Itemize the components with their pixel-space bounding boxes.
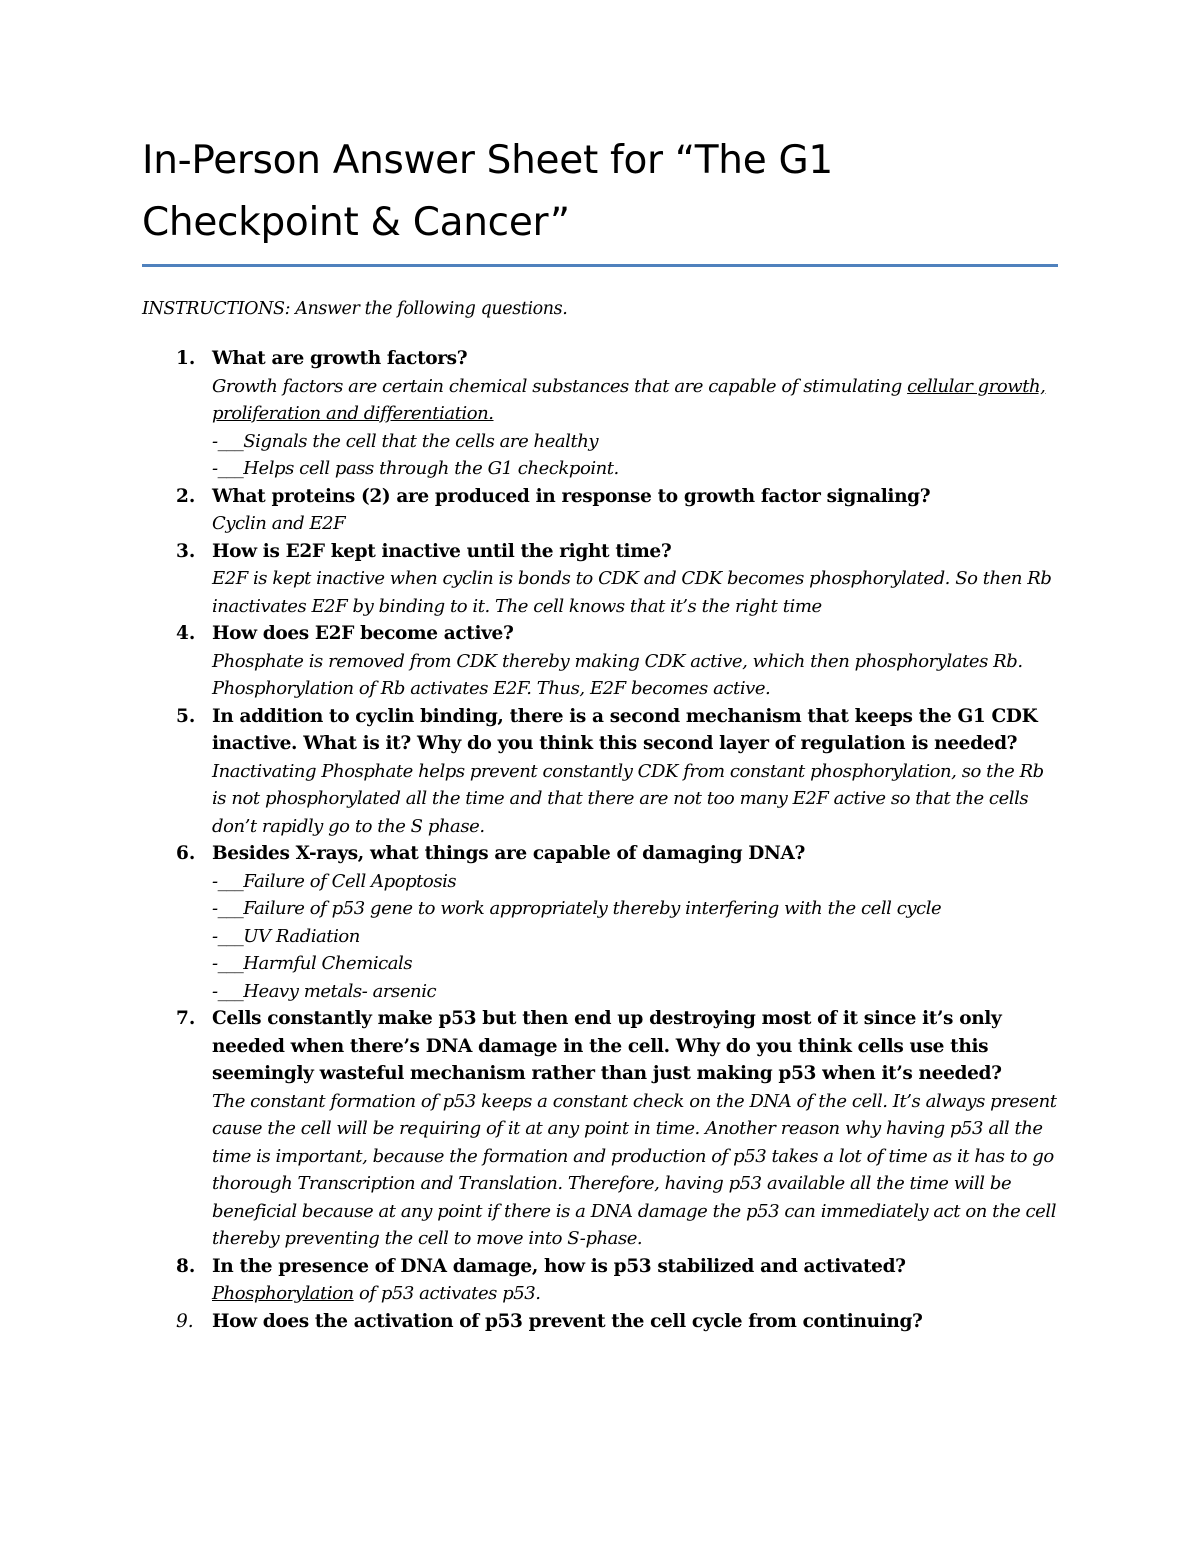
bullet-prefix: -___ (212, 953, 244, 974)
question-item-4 (142, 620, 1060, 703)
question-number: 5. (176, 705, 196, 727)
question-number: 2. (176, 485, 196, 507)
question-text: How does the activation of p53 prevent the cell cycle from continuing? (212, 1310, 923, 1332)
question-item-6 (142, 840, 1060, 1005)
question-text: Besides X-rays, what things are capable of damaging DNA? (212, 843, 806, 864)
answer-bullet (212, 950, 1060, 978)
answer-bullet (212, 428, 1060, 456)
answer-text-part: Growth factors are certain chemical substances that are capable of stimulating (212, 375, 908, 397)
question-item-5 (142, 703, 1060, 841)
answer-underlined-text: cellular growth, proliferation and differentiation. (212, 375, 1046, 424)
answer-bullet (212, 868, 1060, 896)
question-item-2 (142, 483, 1060, 538)
question-text: What are growth factors? (212, 348, 468, 369)
answer-sheet-page (142, 130, 1060, 1335)
answer-text: Inactivating Phosphate helps prevent constantly CDK from constant phosphorylation, so the Rb is not phosphorylated all the time and that there are not too many E2F active so that the cells don’t rapidly go to the S phase. (212, 760, 1044, 837)
answer-text: E2F is kept inactive when cyclin is bonds to CDK and CDK becomes phosphorylated. So then Rb inactivates E2F by binding to it. The cell knows that it’s the right time (212, 568, 1052, 617)
bullet-prefix: -___ (212, 458, 244, 479)
question-text: How does E2F become active? (212, 623, 514, 644)
bullet-text: Failure of p53 gene to work appropriately thereby interfering with the cell cycle (243, 898, 942, 919)
bullet-text: Signals the cell that the cells are healthy (243, 430, 599, 452)
bullet-prefix: -___ (212, 980, 244, 1002)
bullet-text: UV Radiation (243, 925, 360, 947)
question-item-9 (142, 1308, 1060, 1336)
title-divider (142, 264, 1058, 267)
bullet-text: Heavy metals- arsenic (243, 980, 437, 1002)
title-line-1: In-Person Answer Sheet for “The G1 (142, 138, 833, 183)
bullet-prefix: -___ (212, 870, 244, 892)
answer-bullet (212, 978, 1060, 1006)
bullet-text: Failure of Cell Apoptosis (243, 870, 457, 892)
question-text: In addition to cyclin binding, there is a second mechanism that keeps the G1 CDK inactive. What is it? Why do you think this second layer of regulation is needed? (212, 705, 1038, 754)
question-number: 6. (176, 843, 196, 864)
question-item-3 (142, 538, 1060, 621)
answer-text: Phosphate is removed from CDK thereby making CDK active, which then phosphorylates Rb. Phosphorylation of Rb activates E2F. Thus, E2F becomes active. (212, 650, 1023, 699)
question-text: How is E2F kept inactive until the right time? (212, 540, 672, 562)
question-number: 9. (176, 1310, 194, 1332)
answer-bullet (212, 923, 1060, 951)
answer-bullet (212, 455, 1060, 483)
question-number: 8. (176, 1255, 196, 1277)
answer-text (212, 373, 1060, 428)
question-item-1 (142, 345, 1060, 483)
instructions-text: INSTRUCTIONS: Answer the following questions. (142, 299, 568, 319)
answer-text: Cyclin and E2F (212, 513, 346, 534)
question-item-7 (142, 1005, 1060, 1253)
question-number: 1. (176, 348, 196, 369)
answer-text: The constant formation of p53 keeps a constant check on the DNA of the cell. It’s always present cause the cell will be requiring of it at any point in time. Another reason why having p53 all the time is important, because the formation and production of p53 takes a lot of time as it has to go thorough Transcription and Translation. Therefore, having p53 available all the time will be beneficial because at any point if there is a DNA damage the p53 can immediately act on the cell thereby preventing the cell to move into S-phase. (212, 1090, 1057, 1249)
answer-bullet (212, 895, 1060, 923)
bullet-text: Harmful Chemicals (243, 953, 413, 974)
answer-text-part: of p53 activates p53. (353, 1283, 541, 1304)
question-number: 4. (176, 623, 196, 644)
question-text: What proteins (2) are produced in response to growth factor signaling? (212, 485, 931, 507)
bullet-prefix: -___ (212, 430, 244, 452)
answer-underlined-text: Phosphorylation (212, 1283, 354, 1304)
question-number: 3. (176, 540, 196, 562)
document-title (142, 130, 1060, 254)
question-item-8 (142, 1253, 1060, 1308)
bullet-prefix: -___ (212, 898, 244, 919)
bullet-prefix: -___ (212, 925, 244, 947)
question-text: Cells constantly make p53 but then end up destroying most of it since it’s only needed when there’s DNA damage in the cell. Why do you think cells use this seemingly wasteful mechanism rather than just making p53 when it’s needed? (212, 1008, 1002, 1084)
question-number: 7. (176, 1008, 196, 1029)
bullet-text: Helps cell pass through the G1 checkpoint. (243, 458, 619, 479)
question-list (142, 345, 1060, 1335)
question-text: In the presence of DNA damage, how is p53 stabilized and activated? (212, 1255, 906, 1277)
title-line-2: Checkpoint & Cancer” (142, 200, 570, 245)
answer-text (212, 1280, 1060, 1308)
